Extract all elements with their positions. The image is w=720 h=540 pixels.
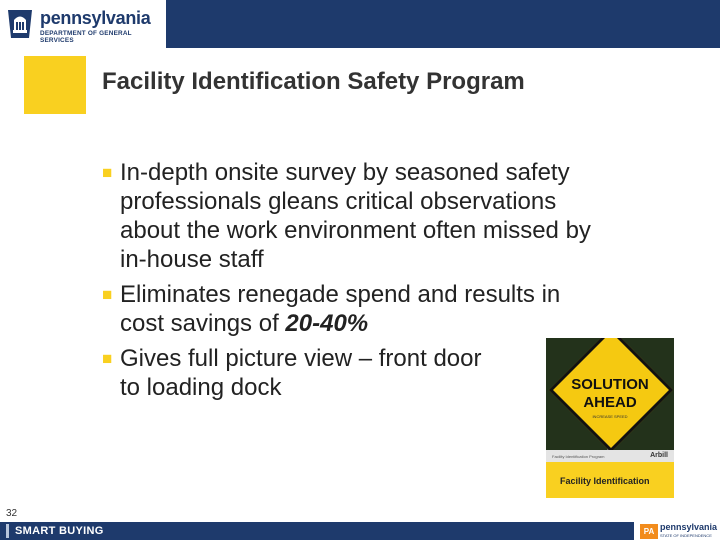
keystone-capitol-icon [6,8,34,40]
footer-divider [6,524,9,538]
bullet-line: to loading dock [120,374,282,401]
bullet-line: about the work environment often missed by [120,217,591,244]
savings-percentage: 20-40% [285,310,369,337]
solution-ahead-image [546,338,674,498]
slide-title: Facility Identification Safety Program [102,68,525,95]
image-strip [546,450,674,462]
footer [0,522,720,540]
footer-label: SMART BUYING [15,525,104,537]
bullet-line: professionals gleans critical observations [120,188,557,215]
strip-text: Facility Identification Program [552,454,605,459]
bullet-marker: ■ [102,349,113,368]
bullet-item [100,280,660,338]
accent-square [24,56,86,114]
bullet-marker: ■ [102,163,113,182]
footer-bar [0,522,634,540]
image-caption: Facility Identification [560,476,650,486]
footer-logo-name: pennsylvania [660,522,718,532]
sign-text [546,376,674,412]
sign-photo [546,338,674,462]
logo-name: pennsylvania [40,8,151,28]
bullet-item [100,158,660,274]
arbill-logo: Arbill [650,452,668,459]
bullet-line: Gives full picture view – front door [120,345,482,372]
pa-keystone-icon: PA [640,524,658,539]
footer-logo-tagline: STATE OF INDEPENDENCE [660,533,712,538]
bullet-line: in-house staff [120,246,264,273]
page-number: 32 [6,508,18,519]
logo-department: DEPARTMENT OF GENERAL SERVICES [40,30,132,44]
sign-small-text: INCREASE SPEED [592,414,628,419]
bullet-text: cost savings of [120,310,286,337]
bullet-line: In-depth onsite survey by seasoned safety [120,159,570,186]
bullet-marker: ■ [102,285,113,304]
top-banner [0,0,720,48]
pa-dgs-logo [0,0,166,48]
sign-line: SOLUTION [571,376,649,393]
bullet-line [120,309,660,338]
bullet-line: Eliminates renegade spend and results in [120,281,561,308]
sign-line: AHEAD [583,394,637,411]
